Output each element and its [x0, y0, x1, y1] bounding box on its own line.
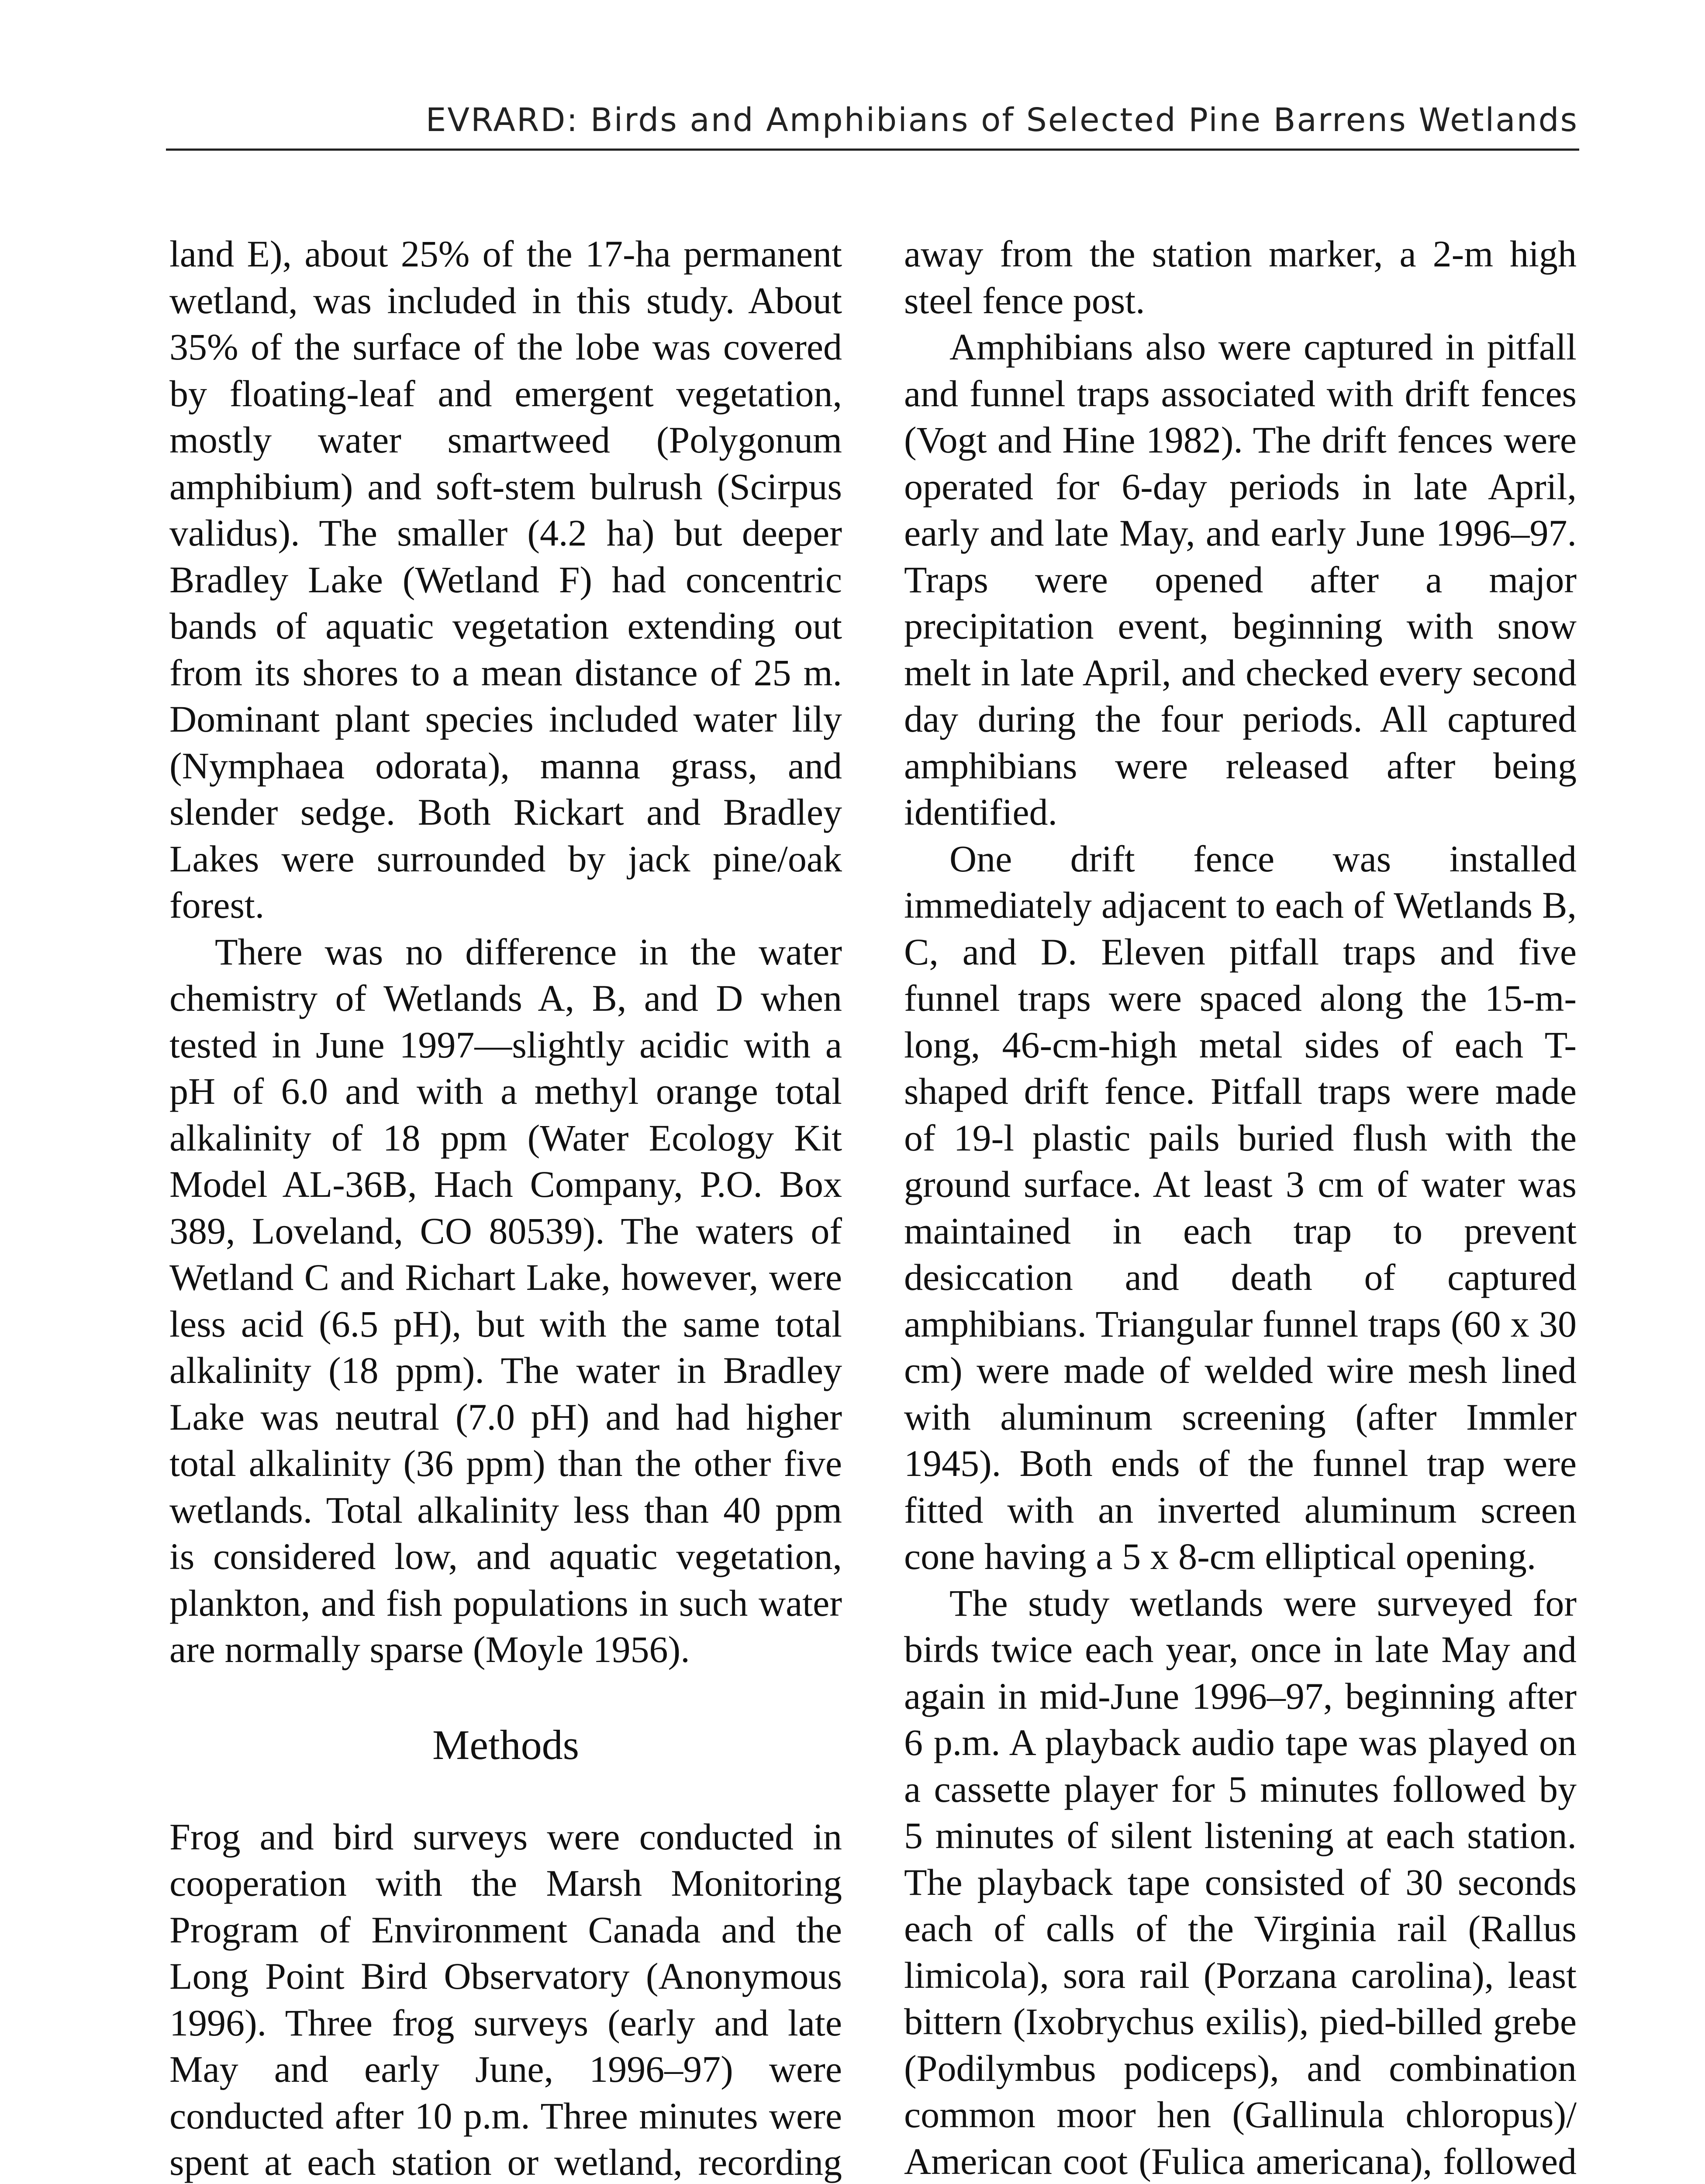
paragraph: away from the station marker, a 2-m high steel fence post. — [904, 233, 1577, 321]
header-rule — [166, 149, 1579, 151]
paragraph: Frog and bird surveys were conducted in cooperation with the Marsh Monitoring Program of Environment Canada and the Long Point Bird Observatory (Anonymous 1996). Three frog surveys (early and late May and early June, 1996–97) were conducted after 10 p.m. Three minutes were spent at each station or wetland, recording — [169, 1815, 842, 2183]
section-heading-methods: Methods — [432, 1721, 579, 1768]
paragraph: One drift fence was installed immediately adjacent to each of Wetlands B, C, and D. Eleven pitfall traps and five funnel traps were spaced along the 15-m-long, 46-cm-high metal sides of each T-shaped drift fence. Pitfall traps were made of 19-l plastic pails buried flush with the ground surface. At least 3 cm of water was maintained in each trap to prevent desiccation and death of captured amphibians. Triangular funnel traps (60 x 30 cm) were made of welded wire mesh lined with aluminum screening (after Immler 1945). Both ends of the funnel trap were fitted with an inverted aluminum screen cone having a 5 x 8-cm elliptical opening. — [904, 837, 1577, 1577]
running-head: EVRARD: Birds and Amphibians of Selected Pine Barrens Wetlands — [425, 101, 1578, 139]
paragraph: land E), about 25% of the 17-ha permanent wetland, was included in this study. About 35% of the surface of the lobe was covered by floating-leaf and emergent vegetation, mostly water smartweed (Polygonum amphibium) and soft-stem bulrush (Scirpus validus). The smaller (4.2 ha) but deeper Bradley Lake (Wetland F) had concentric bands of aquatic vegetation extending out from its shores to a mean distance of 25 m. Dominant plant species included water lily (Nymphaea odorata), manna grass, and slender sedge. Both Rickart and Bradley Lakes were surrounded by jack pine/oak forest. — [169, 233, 842, 926]
left-column — [169, 231, 842, 2184]
paragraph: Amphibians also were captured in pitfall and funnel traps associated with drift fences (Vogt and Hine 1982). The drift fences were operated for 6-day periods in late April, early and late May, and early June 1996–97. Traps were opened after a major precipitation event, beginning with snow melt in late April, and checked every second day during the four periods. All captured amphibians were released after being identified. — [904, 326, 1577, 833]
paragraph: The study wetlands were surveyed for birds twice each year, once in late May and again in mid-June 1996–97, beginning after 6 p.m. A playback audio tape was played on a cassette player for 5 minutes followed by 5 minutes of silent listening at each station. The playback tape consisted of 30 seconds each of calls of the Virginia rail (Rallus limicola), sora rail (Porzana carolina), least bittern (Ixobrychus exilis), pied-billed grebe (Podilymbus podiceps), and combination common moor hen (Gallinula chloropus)/ American coot (Fulica americana), followed — [904, 1582, 1577, 2182]
paragraph: There was no difference in the water chemistry of Wetlands A, B, and D when tested in June 1997—slightly acidic with a pH of 6.0 and with a methyl orange total alkalinity of 18 ppm (Water Ecology Kit Model AL-36B, Hach Company, P.O. Box 389, Loveland, CO 80539). The waters of Wetland C and Richart Lake, however, were less acid (6.5 pH), but with the same total alkalinity (18 ppm). The water in Bradley Lake was neutral (7.0 pH) and had higher total alkalinity (36 ppm) than the other five wetlands. Total alkalinity less than 40 ppm is considered low, and aquatic vegetation, plankton, and fish populations in such water are normally sparse (Moyle 1956). — [169, 930, 842, 1670]
right-column — [904, 231, 1577, 2184]
